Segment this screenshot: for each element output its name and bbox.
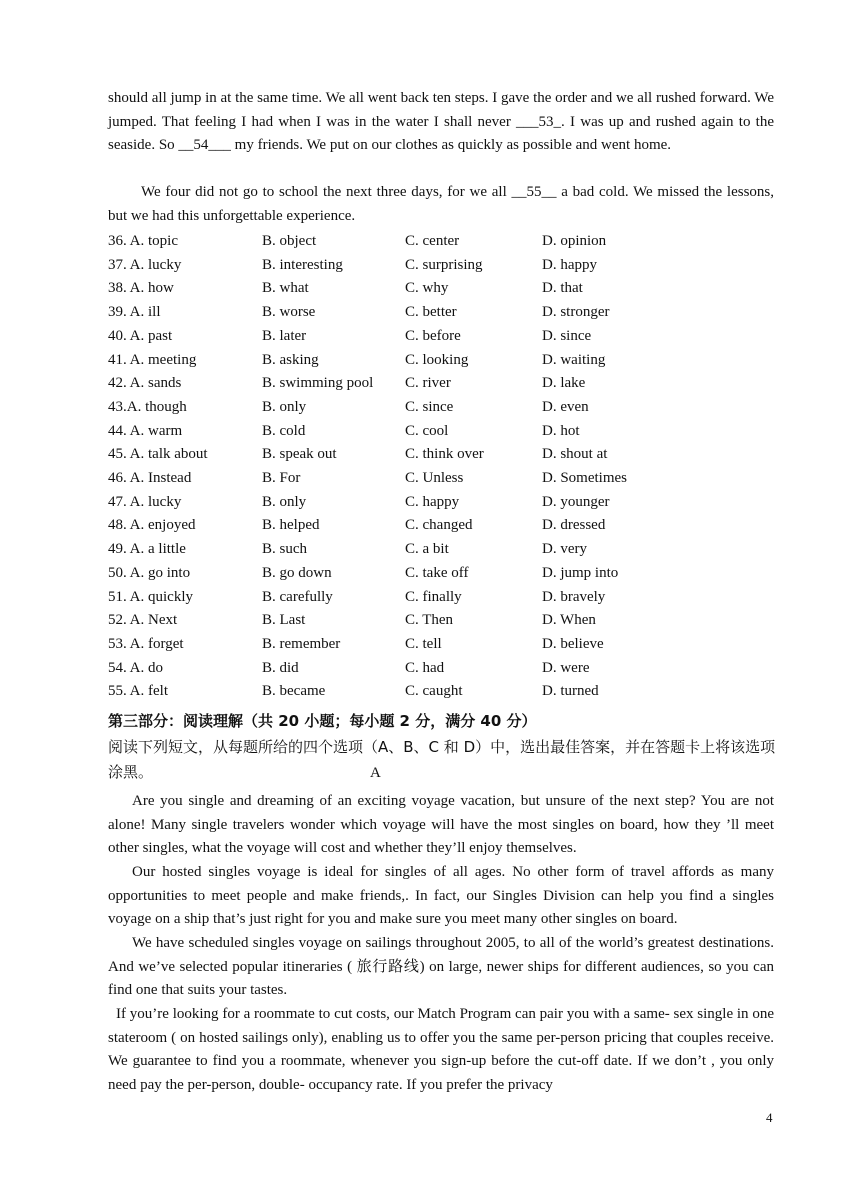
option-d: D. very [542,541,587,558]
option-d: D. shout at [542,446,608,463]
section-heading: 第三部分：阅读理解（共 20 小题；每小题 2 分，满分 40 分） [108,712,537,730]
question-option-a: 53. A. forget [108,635,184,652]
option-c: C. happy [405,493,460,510]
option-b: B. interesting [262,256,343,273]
option-d: D. that [542,280,583,297]
option-b: B. did [262,659,299,676]
option-b: B. such [262,541,307,558]
option-d: D. stronger [542,304,610,321]
option-row [108,608,774,632]
option-b: B. object [262,233,317,249]
option-d: D. dressed [542,517,606,534]
option-row [108,490,774,514]
option-b: B. worse [262,304,316,321]
option-d: D. even [542,398,589,415]
option-c: C. why [405,280,449,297]
question-option-a: 47. A. lucky [108,493,182,510]
option-row [108,656,774,680]
passage-paragraph-3: We have scheduled singles voyage on sailings throughout 2005, to all of the world’s greatest destinations. And we’ve selected popular itineraries ( 旅行路线) on large, newer ships for different audiences, so you can find one that suits your tastes. [108,935,774,999]
option-b: B. go down [262,564,332,581]
passage-label: A [370,765,381,781]
option-b: B. became [262,683,326,700]
option-b: B. later [262,327,307,344]
option-b: B. speak out [262,446,337,463]
option-b: B. cold [262,422,306,439]
cloze-paragraph-2: We four did not go to school the next three days, for we all __55__ a bad cold. We missed the lessons, but we had this unforgettable experience. [108,184,774,224]
option-c: C. cool [405,422,449,439]
question-option-a: 49. A. a little [108,541,186,558]
option-b: B. helped [262,517,320,534]
option-row [108,442,774,466]
question-option-a: 37. A. lucky [108,256,182,273]
option-c: C. surprising [405,256,483,273]
option-c: C. Unless [405,470,464,486]
option-c: C. take off [405,564,469,581]
option-b: B. Last [262,612,306,629]
option-d: D. When [542,612,596,629]
question-option-a: 36. A. topic [108,233,178,249]
option-c: C. think over [405,446,484,463]
option-b: B. carefully [262,588,333,605]
option-row [108,561,774,585]
question-option-a: 39. A. ill [108,304,161,321]
option-row [108,632,774,656]
question-option-a: 55. A. felt [108,683,168,700]
option-row [108,276,774,300]
question-option-a: 48. A. enjoyed [108,517,196,534]
question-option-a: 42. A. sands [108,375,182,392]
option-d: D. bravely [542,588,606,605]
page-number: 4 [766,1110,773,1125]
option-d: D. turned [542,683,599,700]
option-c: C. before [405,327,461,344]
question-option-a: 45. A. talk about [108,446,208,463]
option-c: C. river [405,375,451,392]
option-c: C. a bit [405,541,449,558]
option-c: C. finally [405,588,462,605]
option-row [108,419,774,443]
option-row [108,324,774,348]
passage-paragraph-2: Our hosted singles voyage is ideal for singles of all ages. No other form of travel affords as many opportunities to meet people and make friends,. In fact, our Singles Division can help you find a singles voyage on a ship that’s just right for you and make sure you meet many other singles on board. [108,864,774,928]
option-c: C. looking [405,351,469,368]
option-d: D. jump into [542,564,619,581]
option-d: D. hot [542,422,580,439]
option-d: D. believe [542,635,604,652]
option-row [108,537,774,561]
option-row [108,300,774,324]
option-d: D. waiting [542,351,606,368]
option-row [108,513,774,537]
option-b: B. remember [262,635,341,652]
option-row [108,253,774,277]
question-option-a: 46. A. Instead [108,470,192,486]
question-option-a: 51. A. quickly [108,588,193,605]
passage-paragraph-1: Are you single and dreaming of an exciting voyage vacation, but unsure of the next step? You are not alone! Many single travelers wonder which voyage will have the most singles on board, how they ’ll meet other singles, what the voyage will cost and whether they’ll enjoy themselves. [108,793,774,857]
option-c: C. changed [405,517,473,534]
option-d: D. younger [542,493,610,510]
question-option-a: 38. A. how [108,280,174,297]
option-b: B. only [262,493,307,510]
option-b: B. swimming pool [262,375,374,392]
question-option-a: 54. A. do [108,659,164,676]
option-b: B. asking [262,351,319,368]
option-d: D. happy [542,256,597,273]
option-d: D. were [542,659,590,676]
question-option-a: 50. A. go into [108,564,191,581]
option-d: D. opinion [542,233,607,249]
passage-paragraph-4: If you’re looking for a roommate to cut costs, our Match Program can pair you with a same- sex single in one stateroom ( on hosted sailings only), enabling us to offer you the same per-person pricing that couples receive. We guarantee to find you a roommate, whenever you sign-up before the cut-off date. If we don’t , you only need pay the per-person, double- occupancy rate. If you prefer the privacy [108,1006,774,1093]
option-d: D. Sometimes [542,470,627,486]
question-option-a: 40. A. past [108,327,173,344]
option-c: C. since [405,398,454,415]
question-option-a: 43.A. though [108,398,187,415]
question-option-a: 52. A. Next [108,612,178,629]
option-c: C. center [405,233,460,249]
option-b: B. For [262,470,301,486]
option-row [108,395,774,419]
option-b: B. only [262,398,307,415]
option-c: C. better [405,304,457,321]
option-c: C. had [405,659,445,676]
question-option-a: 44. A. warm [108,422,183,439]
option-row [108,348,774,372]
option-row [108,371,774,395]
option-d: D. since [542,327,592,344]
cloze-paragraph-1: should all jump in at the same time. We all went back ten steps. I gave the order and we all rushed forward. We jumped. That feeling I had when I was in the water I shall never ___53_. I was up and rushed again to the seaside. So __54___ my friends. We put on our clothes as quickly as possible and went home. [108,90,774,154]
option-row [108,585,774,609]
option-row [108,679,774,703]
option-b: B. what [262,280,309,297]
option-row [108,229,774,253]
option-row [108,466,774,490]
option-d: D. lake [542,375,586,392]
option-c: C. caught [405,683,463,700]
instructions: 阅读下列短文，从每题所给的四个选项（A、B、C 和 D）中，选出最佳答案，并在答题卡上将该选项涂黑。 [108,738,776,781]
question-option-a: 41. A. meeting [108,351,197,368]
option-c: C. Then [405,612,454,629]
option-c: C. tell [405,635,442,652]
